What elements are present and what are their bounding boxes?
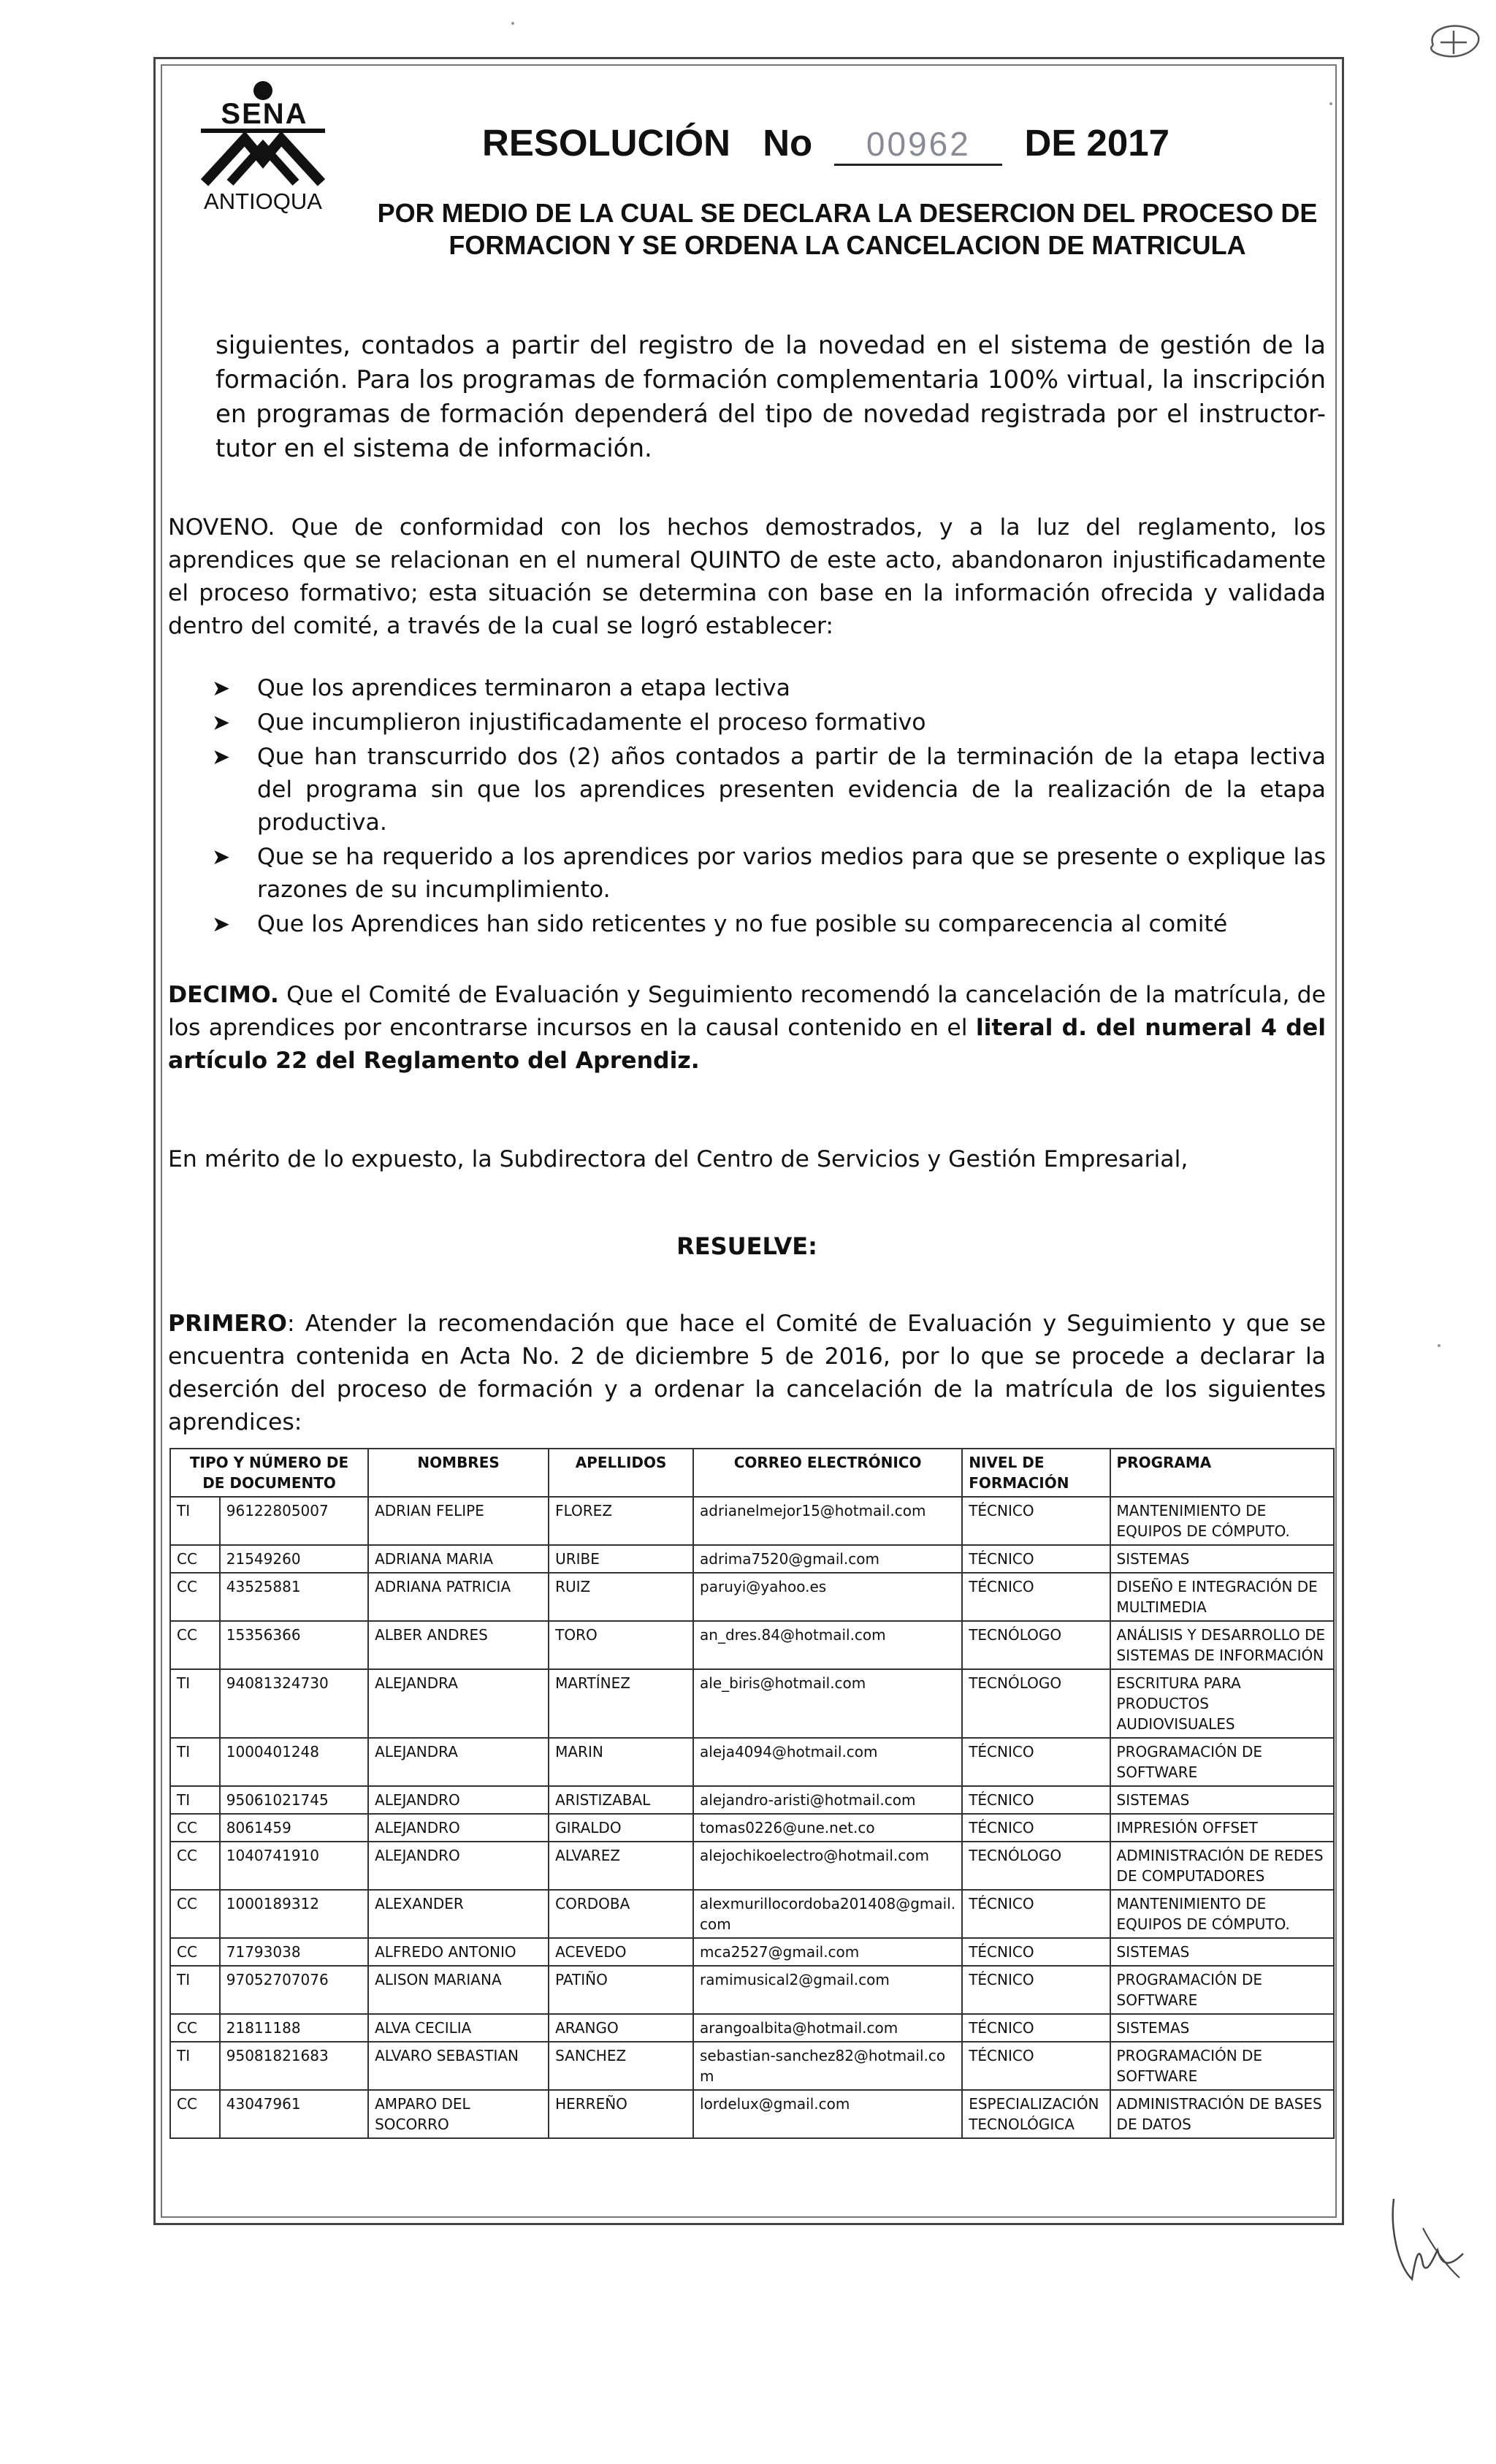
cell-tipo: TI <box>170 1497 220 1545</box>
cell-numero: 43525881 <box>220 1573 368 1621</box>
sena-logo <box>183 80 343 215</box>
intro-paragraph: siguientes, contados a partir del registro de la novedad en el sistema de gestión de la formación. Para los programas de formación complementaria 100% virtual, la inscripción en programas de formación dependerá del tipo de novedad registrada por el instructor-tutor en el sistema de información. <box>215 331 1326 463</box>
header-correo: CORREO ELECTRÓNICO <box>693 1449 962 1497</box>
cell-nivel: TÉCNICO <box>962 1573 1110 1621</box>
cell-numero: 97052707076 <box>220 1966 368 2014</box>
cell-numero: 71793038 <box>220 1938 368 1966</box>
apprentices-table <box>169 1448 1335 2139</box>
cell-nivel: TÉCNICO <box>962 1814 1110 1842</box>
cell-tipo: CC <box>170 1890 220 1938</box>
cell-numero: 21811188 <box>220 2014 368 2042</box>
cell-apellidos: ACEVEDO <box>549 1938 693 1966</box>
title-prefix: RESOLUCIÓN <box>482 122 731 164</box>
cell-programa: DISEÑO E INTEGRACIÓN DE MULTIMEDIA <box>1110 1573 1334 1621</box>
cell-numero: 95081821683 <box>220 2042 368 2090</box>
cell-numero: 1040741910 <box>220 1842 368 1890</box>
cell-correo: adrianelmejor15@hotmail.com <box>693 1497 962 1545</box>
cell-nombres: ALEJANDRO <box>368 1842 549 1890</box>
cell-numero: 1000189312 <box>220 1890 368 1938</box>
cell-apellidos: HERREÑO <box>549 2090 693 2138</box>
cell-nombres: ALEJANDRO <box>368 1786 549 1814</box>
cell-programa: ADMINISTRACIÓN DE BASES DE DATOS <box>1110 2090 1334 2138</box>
decimo-bold: literal d. del numeral 4 del artículo 22 del Reglamento del Aprendiz. <box>168 1015 1326 1074</box>
table-row <box>170 1938 1334 1966</box>
table-row <box>170 2042 1334 2090</box>
cell-programa: ADMINISTRACIÓN DE REDES DE COMPUTADORES <box>1110 1842 1334 1890</box>
cell-apellidos: ARANGO <box>549 2014 693 2042</box>
arrow-bullet-icon: ➤ <box>212 676 231 701</box>
cell-tipo: TI <box>170 1786 220 1814</box>
cell-correo: aleja4094@hotmail.com <box>693 1738 962 1786</box>
cell-correo: tomas0226@une.net.co <box>693 1814 962 1842</box>
cell-correo: sebastian-sanchez82@hotmail.com <box>693 2042 962 2090</box>
cell-tipo: CC <box>170 1621 220 1669</box>
cell-nombres: ALISON MARIANA <box>368 1966 549 2014</box>
table-row <box>170 1786 1334 1814</box>
scan-speck <box>1438 1344 1440 1347</box>
cell-numero: 21549260 <box>220 1545 368 1573</box>
list-item <box>212 841 1326 907</box>
table-row <box>170 2014 1334 2042</box>
cell-nivel: TÉCNICO <box>962 2014 1110 2042</box>
table-body <box>170 1497 1334 2138</box>
cell-apellidos: PATIÑO <box>549 1966 693 2014</box>
cell-correo: ale_biris@hotmail.com <box>693 1669 962 1738</box>
bullet-text: Que han transcurrido dos (2) años contados a partir de la terminación de la etapa lectiva del programa sin que los aprendices presenten evidencia de la realización de la etapa productiva. <box>257 744 1326 836</box>
cell-numero: 94081324730 <box>220 1669 368 1738</box>
cell-programa: ANÁLISIS Y DESARROLLO DE SISTEMAS DE INFORMACIÓN <box>1110 1621 1334 1669</box>
cell-correo: ramimusical2@gmail.com <box>693 1966 962 2014</box>
cell-apellidos: SANCHEZ <box>549 2042 693 2090</box>
table-row <box>170 1669 1334 1738</box>
cell-programa: PROGRAMACIÓN DE SOFTWARE <box>1110 1966 1334 2014</box>
header-apellidos: APELLIDOS <box>549 1449 693 1497</box>
cell-tipo: TI <box>170 1738 220 1786</box>
cell-tipo: CC <box>170 1545 220 1573</box>
resolution-title <box>482 121 1169 165</box>
cell-apellidos: CORDOBA <box>549 1890 693 1938</box>
cell-nivel: TÉCNICO <box>962 1938 1110 1966</box>
primero-label: PRIMERO <box>168 1311 287 1337</box>
cell-tipo: CC <box>170 2090 220 2138</box>
cell-nivel: TÉCNICO <box>962 1890 1110 1938</box>
resolution-number: 00962 <box>834 124 1002 166</box>
cell-tipo: CC <box>170 2014 220 2042</box>
cell-correo: alejochikoelectro@hotmail.com <box>693 1842 962 1890</box>
merito-paragraph: En mérito de lo expuesto, la Subdirectora del Centro de Servicios y Gestión Empresarial, <box>168 1146 1188 1172</box>
cell-numero: 8061459 <box>220 1814 368 1842</box>
table-row <box>170 1814 1334 1842</box>
noveno-paragraph <box>168 511 1326 643</box>
cell-correo: an_dres.84@hotmail.com <box>693 1621 962 1669</box>
cell-nombres: ALVARO SEBASTIAN <box>368 2042 549 2090</box>
header-nivel: NIVEL DE FORMACIÓN <box>962 1449 1110 1497</box>
cell-correo: arangoalbita@hotmail.com <box>693 2014 962 2042</box>
resolution-subtitle: POR MEDIO DE LA CUAL SE DECLARA LA DESERCION DEL PROCESO DE FORMACION Y SE ORDENA LA CANCELACION DE MATRICULA <box>377 198 1318 260</box>
cell-nombres: ALEJANDRA <box>368 1669 549 1738</box>
header-programa: PROGRAMA <box>1110 1449 1334 1497</box>
cell-nombres: ALFREDO ANTONIO <box>368 1938 549 1966</box>
cell-nivel: TÉCNICO <box>962 2042 1110 2090</box>
cell-nombres: AMPARO DEL SOCORRO <box>368 2090 549 2138</box>
noveno-text: . Que de conformidad con los hechos demostrados, y a la luz del reglamento, los aprendices que se relacionan en el numeral QUINTO de este acto, abandonaron injustificadamente el proceso formativo; esta situación se determina con base en la información ofrecida y validada dentro del comité, a través de la cual se logró establecer: <box>168 514 1326 639</box>
table-header-row <box>170 1449 1334 1497</box>
list-item <box>212 908 1326 941</box>
cell-nivel: ESPECIALIZACIÓN TECNOLÓGICA <box>962 2090 1110 2138</box>
cell-tipo: TI <box>170 1966 220 2014</box>
arrow-bullet-icon: ➤ <box>212 710 231 736</box>
resuelve-heading: RESUELVE: <box>676 1232 817 1260</box>
table-row <box>170 1842 1334 1890</box>
cell-programa: SISTEMAS <box>1110 1786 1334 1814</box>
cell-numero: 15356366 <box>220 1621 368 1669</box>
table-row <box>170 1738 1334 1786</box>
cell-nivel: TECNÓLOGO <box>962 1669 1110 1738</box>
cell-programa: MANTENIMIENTO DE EQUIPOS DE CÓMPUTO. <box>1110 1890 1334 1938</box>
cell-programa: PROGRAMACIÓN DE SOFTWARE <box>1110 1738 1334 1786</box>
cell-nivel: TÉCNICO <box>962 1545 1110 1573</box>
cell-nivel: TÉCNICO <box>962 1786 1110 1814</box>
cell-programa: SISTEMAS <box>1110 2014 1334 2042</box>
cell-nombres: ALVA CECILIA <box>368 2014 549 2042</box>
primero-text: : Atender la recomendación que hace el Comité de Evaluación y Seguimiento y que se encuentra contenida en Acta No. 2 de diciembre 5 de 2016, por lo que se procede a declarar la deserción del proceso de formación y a ordenar la cancelación de la matrícula de los siguientes aprendices: <box>168 1311 1326 1435</box>
cell-tipo: CC <box>170 1842 220 1890</box>
header-nombres: NOMBRES <box>368 1449 549 1497</box>
primero-paragraph <box>168 1308 1326 1439</box>
cell-tipo: TI <box>170 1669 220 1738</box>
cell-nombres: ADRIANA PATRICIA <box>368 1573 549 1621</box>
cell-nombres: ADRIAN FELIPE <box>368 1497 549 1545</box>
cell-nombres: ADRIANA MARIA <box>368 1545 549 1573</box>
cell-numero: 96122805007 <box>220 1497 368 1545</box>
table-row <box>170 1497 1334 1545</box>
cell-programa: PROGRAMACIÓN DE SOFTWARE <box>1110 2042 1334 2090</box>
cell-nombres: ALBER ANDRES <box>368 1621 549 1669</box>
cell-nivel: TÉCNICO <box>962 1966 1110 2014</box>
list-item <box>212 741 1326 839</box>
cell-programa: MANTENIMIENTO DE EQUIPOS DE CÓMPUTO. <box>1110 1497 1334 1545</box>
table-row <box>170 1573 1334 1621</box>
title-no: No <box>763 122 813 164</box>
cell-programa: SISTEMAS <box>1110 1545 1334 1573</box>
logo-text: SENA <box>221 98 308 130</box>
cell-correo: paruyi@yahoo.es <box>693 1573 962 1621</box>
cell-apellidos: FLOREZ <box>549 1497 693 1545</box>
bullet-text: Que los aprendices terminaron a etapa lectiva <box>257 675 790 701</box>
header-tipo: TIPO Y NÚMERO DE DE DOCUMENTO <box>170 1449 368 1497</box>
sena-logo-mark-icon <box>190 80 336 190</box>
cell-nombres: ALEXANDER <box>368 1890 549 1938</box>
cell-apellidos: GIRALDO <box>549 1814 693 1842</box>
cell-nivel: TÉCNICO <box>962 1738 1110 1786</box>
cell-tipo: CC <box>170 1938 220 1966</box>
cell-nivel: TECNÓLOGO <box>962 1842 1110 1890</box>
cell-nivel: TÉCNICO <box>962 1497 1110 1545</box>
cell-tipo: CC <box>170 1573 220 1621</box>
table-row <box>170 1966 1334 2014</box>
cell-correo: lordelux@gmail.com <box>693 2090 962 2138</box>
bullet-text: Que los Aprendices han sido reticentes y no fue posible su comparecencia al comité <box>257 911 1228 937</box>
table-row <box>170 1621 1334 1669</box>
cell-nombres: ALEJANDRO <box>368 1814 549 1842</box>
cell-numero: 1000401248 <box>220 1738 368 1786</box>
cell-programa: IMPRESIÓN OFFSET <box>1110 1814 1334 1842</box>
cell-programa: SISTEMAS <box>1110 1938 1334 1966</box>
cell-apellidos: URIBE <box>549 1545 693 1573</box>
arrow-bullet-icon: ➤ <box>212 744 231 770</box>
decimo-text: Que el Comité de Evaluación y Seguimiento recomendó la cancelación de la matrícula, de los aprendices por encontrarse incursos en la causal contenido en el <box>168 982 1326 1041</box>
cell-apellidos: RUIZ <box>549 1573 693 1621</box>
cell-correo: adrima7520@gmail.com <box>693 1545 962 1573</box>
decimo-paragraph <box>168 979 1326 1077</box>
cell-apellidos: MARTÍNEZ <box>549 1669 693 1738</box>
scan-speck <box>1329 102 1332 105</box>
noveno-label: NOVENO <box>168 514 268 541</box>
cell-correo: alexmurillocordoba201408@gmail.com <box>693 1890 962 1938</box>
handwritten-initials-signature-icon <box>1379 2184 1474 2294</box>
cell-apellidos: TORO <box>549 1621 693 1669</box>
decimo-label: DECIMO. <box>168 982 279 1008</box>
findings-list <box>212 672 1326 942</box>
cell-correo: alejandro-aristi@hotmail.com <box>693 1786 962 1814</box>
cell-correo: mca2527@gmail.com <box>693 1938 962 1966</box>
title-suffix: DE 2017 <box>1024 122 1170 164</box>
arrow-bullet-icon: ➤ <box>212 844 231 870</box>
cell-programa: ESCRITURA PARA PRODUCTOS AUDIOVISUALES <box>1110 1669 1334 1738</box>
handwritten-circle-mark-icon <box>1419 16 1484 67</box>
table-row <box>170 1545 1334 1573</box>
list-item <box>212 706 1326 739</box>
logo-region: ANTIOQUA <box>204 188 322 214</box>
bullet-text: Que se ha requerido a los aprendices por varios medios para que se presente o explique las razones de su incumplimiento. <box>257 844 1326 903</box>
cell-apellidos: ALVAREZ <box>549 1842 693 1890</box>
cell-tipo: TI <box>170 2042 220 2090</box>
cell-nombres: ALEJANDRA <box>368 1738 549 1786</box>
cell-apellidos: ARISTIZABAL <box>549 1786 693 1814</box>
cell-numero: 43047961 <box>220 2090 368 2138</box>
arrow-bullet-icon: ➤ <box>212 912 231 937</box>
bullet-text: Que incumplieron injustificadamente el proceso formativo <box>257 709 926 736</box>
list-item <box>212 672 1326 705</box>
scan-speck <box>511 22 514 25</box>
cell-numero: 95061021745 <box>220 1786 368 1814</box>
table-row <box>170 2090 1334 2138</box>
cell-tipo: CC <box>170 1814 220 1842</box>
cell-apellidos: MARIN <box>549 1738 693 1786</box>
table-row <box>170 1890 1334 1938</box>
cell-nivel: TECNÓLOGO <box>962 1621 1110 1669</box>
